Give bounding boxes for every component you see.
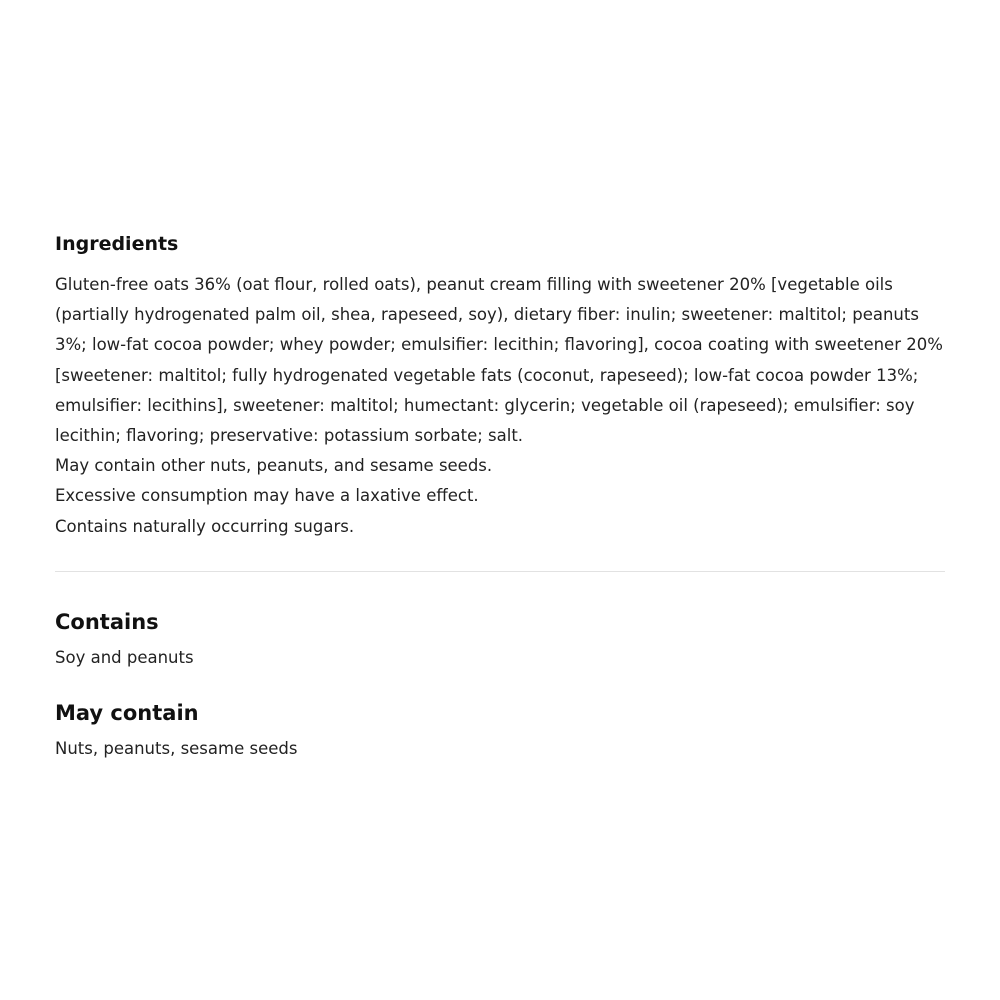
ingredients-section <box>55 230 945 542</box>
may-contain-section <box>55 698 945 760</box>
ingredients-note: Excessive consumption may have a laxative effect. <box>55 486 479 506</box>
contains-heading: Contains <box>55 610 159 634</box>
ingredients-note: Contains naturally occurring sugars. <box>55 516 355 536</box>
contains-text: Soy and peanuts <box>55 648 194 667</box>
may-contain-heading: May contain <box>55 701 199 725</box>
ingredients-note: May contain other nuts, peanuts, and sesame seeds. <box>55 456 493 476</box>
may-contain-text: Nuts, peanuts, sesame seeds <box>55 739 298 758</box>
ingredients-heading: Ingredients <box>55 233 179 255</box>
section-divider <box>55 571 945 572</box>
ingredients-text: Gluten-free oats 36% (oat flour, rolled oats), peanut cream filling with sweetener 20% [vegetable oils (partially hydrogenated palm oil, shea, rapeseed, soy), dietary fiber: inulin; sweetener: maltitol; peanuts 3%; low-fat cocoa powder; whey powder; emulsifier: lecithin; flavoring], cocoa coating with sweetener 20% [sweetener: maltitol; fully hydrogenated vegetable fats (coconut, rapeseed); low-fat cocoa powder 13%; emulsifier: lecithins], sweetener: maltitol; humectant: glycerin; vegetable oil (rapeseed); emulsifier: soy lecithin; flavoring; preservative: potassium sorbate; salt. <box>55 275 943 446</box>
contains-section <box>55 607 945 669</box>
